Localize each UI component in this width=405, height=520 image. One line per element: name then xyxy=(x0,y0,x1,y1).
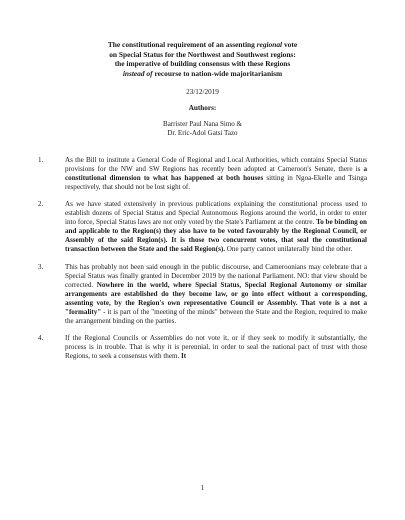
title-line-1: The constitutional requirement of an assenting regional vote xyxy=(107,40,298,49)
title-line-3: the imperative of building consensus with these Regions xyxy=(114,59,291,69)
page-number: 1 xyxy=(200,484,205,492)
paragraph-4: 4. If the Regional Councils or Assemblies do not vote it, or if they seek to modify it substantially, the process is in trouble. That is why it is perennial, in order to seal the national pact of trust with those Regions, to seek a consensus with them. It xyxy=(38,334,367,361)
paragraph-number: 1. xyxy=(38,155,44,164)
paragraph-2: 2. As we have stated extensively in previous publications explaining the constitutional process used to establish dozens of Special Status and Special Autonomous Regions around the world, in order to enter into force, Special Status laws are not only voted by the State's Parliament at the centre. To be binding on and applicable to the Region(s) they also have to be voted favourably by the Regional Council, or Assembly of the said Region(s). It is those two concurrent votes, that seal the constitutional transaction between the State and the said Region(s). One party cannot unilaterally bind the other. xyxy=(38,199,367,254)
paragraph-number: 2. xyxy=(38,199,44,208)
author-2: Dr. Eric-Adol Gatsi Tazo xyxy=(167,128,238,137)
paragraph-list xyxy=(38,156,367,362)
paragraph-1: 1. As the Bill to institute a General Code of Regional and Local Authorities, which contains Special Status provisions for the NW and SW Regions has recently been adopted at Cameroon's Senate, there is a constitutional dimension to what has happened at both houses sitting in Ngoa-Ekelle and Tsinga respectively, that should not be lost sight of. xyxy=(38,155,367,191)
document-title xyxy=(38,40,367,78)
paragraph-number: 3. xyxy=(38,262,44,271)
authors-heading: Authors: xyxy=(188,104,217,113)
author-1: Barrister Paul Nana Simo & xyxy=(163,120,242,129)
paragraph-number: 4. xyxy=(38,334,44,343)
title-line-2: on Special Status for the Northwest and Southwest regions: xyxy=(109,49,296,59)
document-date: 23/12/2019 xyxy=(186,88,219,97)
title-line-4: instead of recourse to nation-wide majoritarianism xyxy=(122,68,283,78)
authors-list xyxy=(38,120,367,137)
paragraph-3: 3. This has probably not been said enough in the public discourse, and Cameroonians may celebrate that a Special Status was finally granted in December 2019 by the national Parliament. NO: that view should be corrected. Nowhere in the world, where Special Status, Special Regional Autonomy or similar arrangements are established do they become law, or go into effect without a corresponding, assenting vote, by the Region's own representative Council or Assembly. That vote is a not a "formality" - it is part of the "meeting of the minds" between the State and the Region, required to make the arrangement binding on the parties. xyxy=(38,262,367,326)
